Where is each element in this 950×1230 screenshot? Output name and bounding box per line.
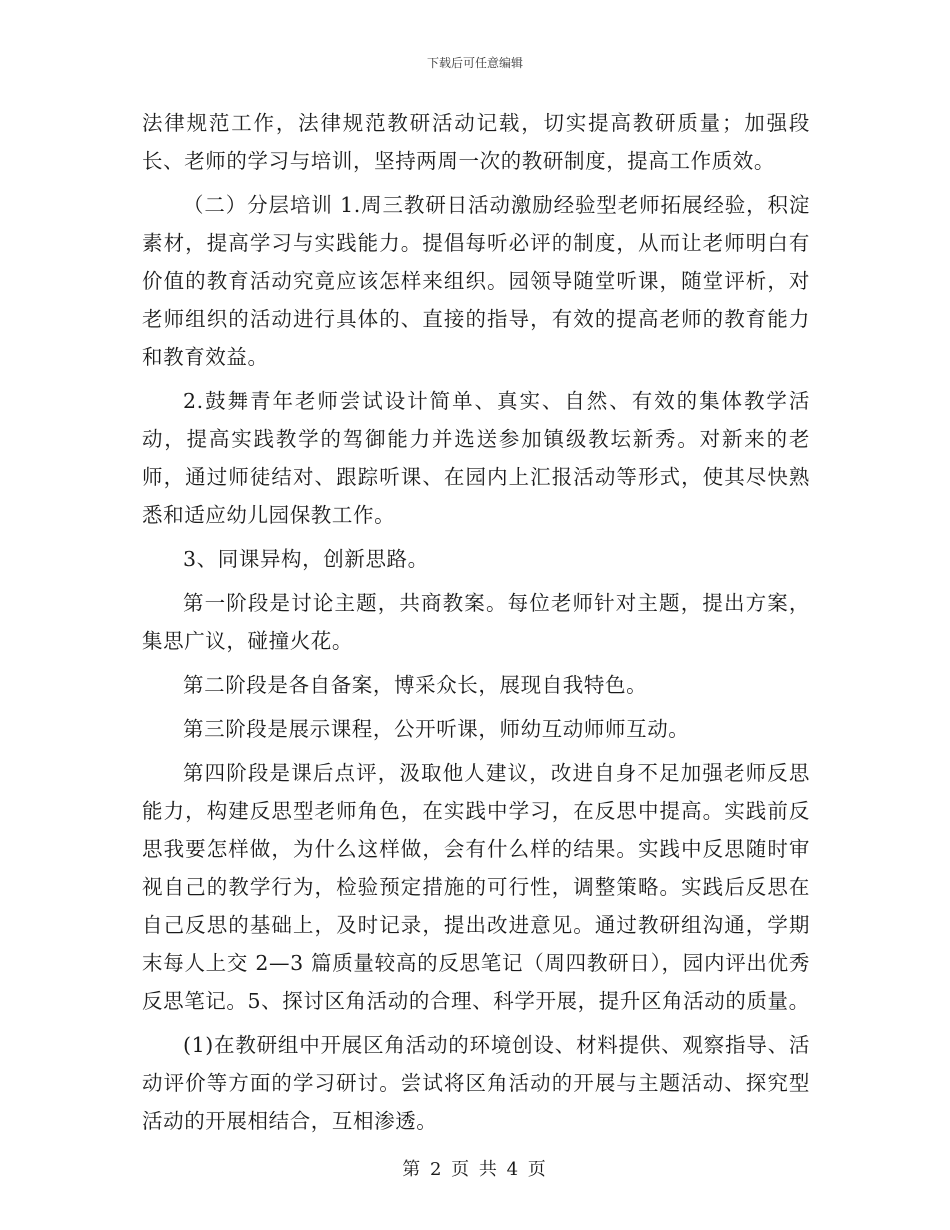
- paragraph: （二）分层培训 1.周三教研日活动激励经验型老师拓展经验，积淀素材，提高学习与实践能力。提倡每听必评的制度，从而让老师明白有价值的教育活动究竟应该怎样来组织。园领导随堂听课，随堂评析，对老师组织的活动进行具体的、直接的指导，有效的提高老师的教育能力和教育效益。: [142, 193, 810, 369]
- paragraph: 法律规范工作，法律规范教研活动记载，切实提高教研质量；加强段长、老师的学习与培训，坚持两周一次的教研制度，提高工作质效。: [142, 111, 810, 173]
- paragraph: 第四阶段是课后点评，汲取他人建议，改进自身不足加强老师反思能力，构建反思型老师角色，在实践中学习，在反思中提高。实践前反思我要怎样做，为什么这样做，会有什么样的结果。实践中反思随时审视自己的教学行为，检验预定措施的可行性，调整策略。实践后反思在自己反思的基础上，及时记录，提出改进意见。通过教研组沟通，学期末每人上交 2—3 篇质量较高的反思笔记（周四教研日），园内评出优秀反思笔记。5、探讨区角活动的合理、科学开展，提升区角活动的质量。: [142, 761, 810, 1013]
- paragraph: 2.鼓舞青年老师尝试设计简单、真实、自然、有效的集体教学活动，提高实践教学的驾御能力并选送参加镇级教坛新秀。对新来的老师，通过师徒结对、跟踪听课、在园内上汇报活动等形式，使其尽快熟悉和适应幼儿园保教工作。: [142, 389, 810, 527]
- document-body: [142, 104, 810, 1146]
- paragraph: (1)在教研组中开展区角活动的环境创设、材料提供、观察指导、活动评价等方面的学习研讨。尝试将区角活动的开展与主题活动、探究型活动的开展相结合，互相渗透。: [142, 1033, 810, 1133]
- page-footer: 第 2 页 共 4 页: [402, 1159, 548, 1180]
- paragraph: 第一阶段是讨论主题，共商教案。每位老师针对主题，提出方案，集思广议，碰撞火花。: [142, 591, 810, 653]
- paragraph: 3、同课异构，创新思路。: [183, 547, 429, 571]
- page-header: 下载后可任意编辑: [426, 56, 523, 70]
- paragraph: 第二阶段是各自备案，博采众长，展现自我特色。: [183, 673, 648, 697]
- paragraph: 第三阶段是展示课程，公开听课，师幼互动师师互动。: [183, 717, 690, 741]
